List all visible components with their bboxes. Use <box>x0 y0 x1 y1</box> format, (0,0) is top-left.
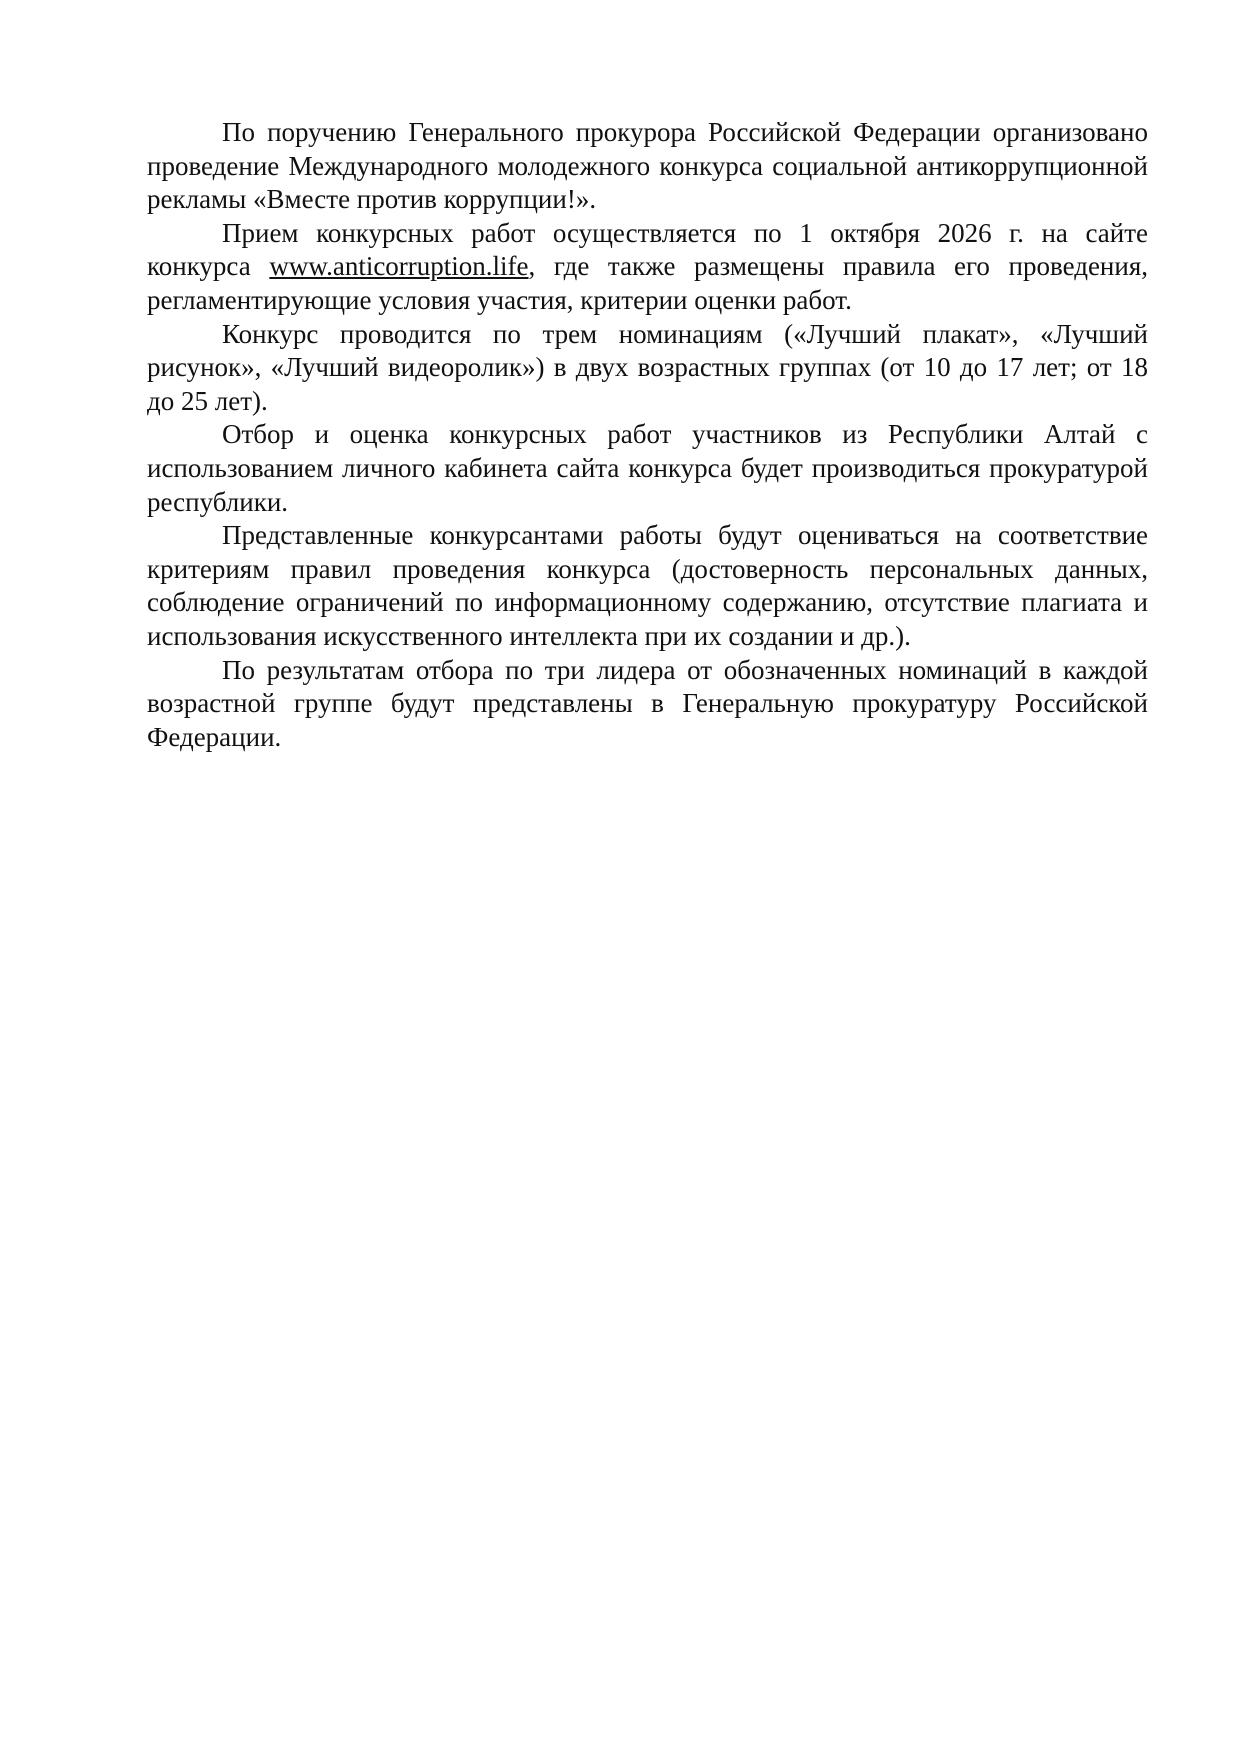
paragraph-submission <box>147 217 1148 318</box>
paragraph-criteria: Представленные конкурсантами работы будут оцениваться на соответствие критериям правил проведения конкурса (достоверность персональных данных, соблюдение ограничений по информационному содержанию, отсутствие плагиата и использования искусственного интеллекта при их создании и др.). <box>147 520 1148 651</box>
paragraph-submission-text-start: Прием конкурсных работ осуществляется по 1 октября 2026 г. на сайте конкурса <box>147 217 1148 282</box>
paragraph-nominations: Конкурс проводится по трем номинациям («Лучший плакат», «Лучший рисунок», «Лучший видеоролик») в двух возрастных группах (от 10 до 17 лет; от 18 до 25 лет). <box>147 318 1148 416</box>
document-body <box>147 116 1148 754</box>
paragraph-submission-text-end: , где также размещены правила его проведения, регламентирующие условия участия, критерии оценки работ. <box>147 251 1148 315</box>
paragraph-results: По результатам отбора по три лидера от обозначенных номинаций в каждой возрастной группе будут представлены в Генеральную прокуратуру Российской Федерации. <box>147 654 1148 752</box>
paragraph-selection: Отбор и оценка конкурсных работ участников из Республики Алтай с использованием личного кабинета сайта конкурса будет производиться прокуратурой республики. <box>147 419 1148 517</box>
paragraph-order: По поручению Генерального прокурора Российской Федерации организовано проведение Международного молодежного конкурса социальной антикоррупционной рекламы «Вместе против коррупции!». <box>147 117 1148 215</box>
contest-website-link[interactable]: www.anticorruption.life <box>269 251 529 282</box>
